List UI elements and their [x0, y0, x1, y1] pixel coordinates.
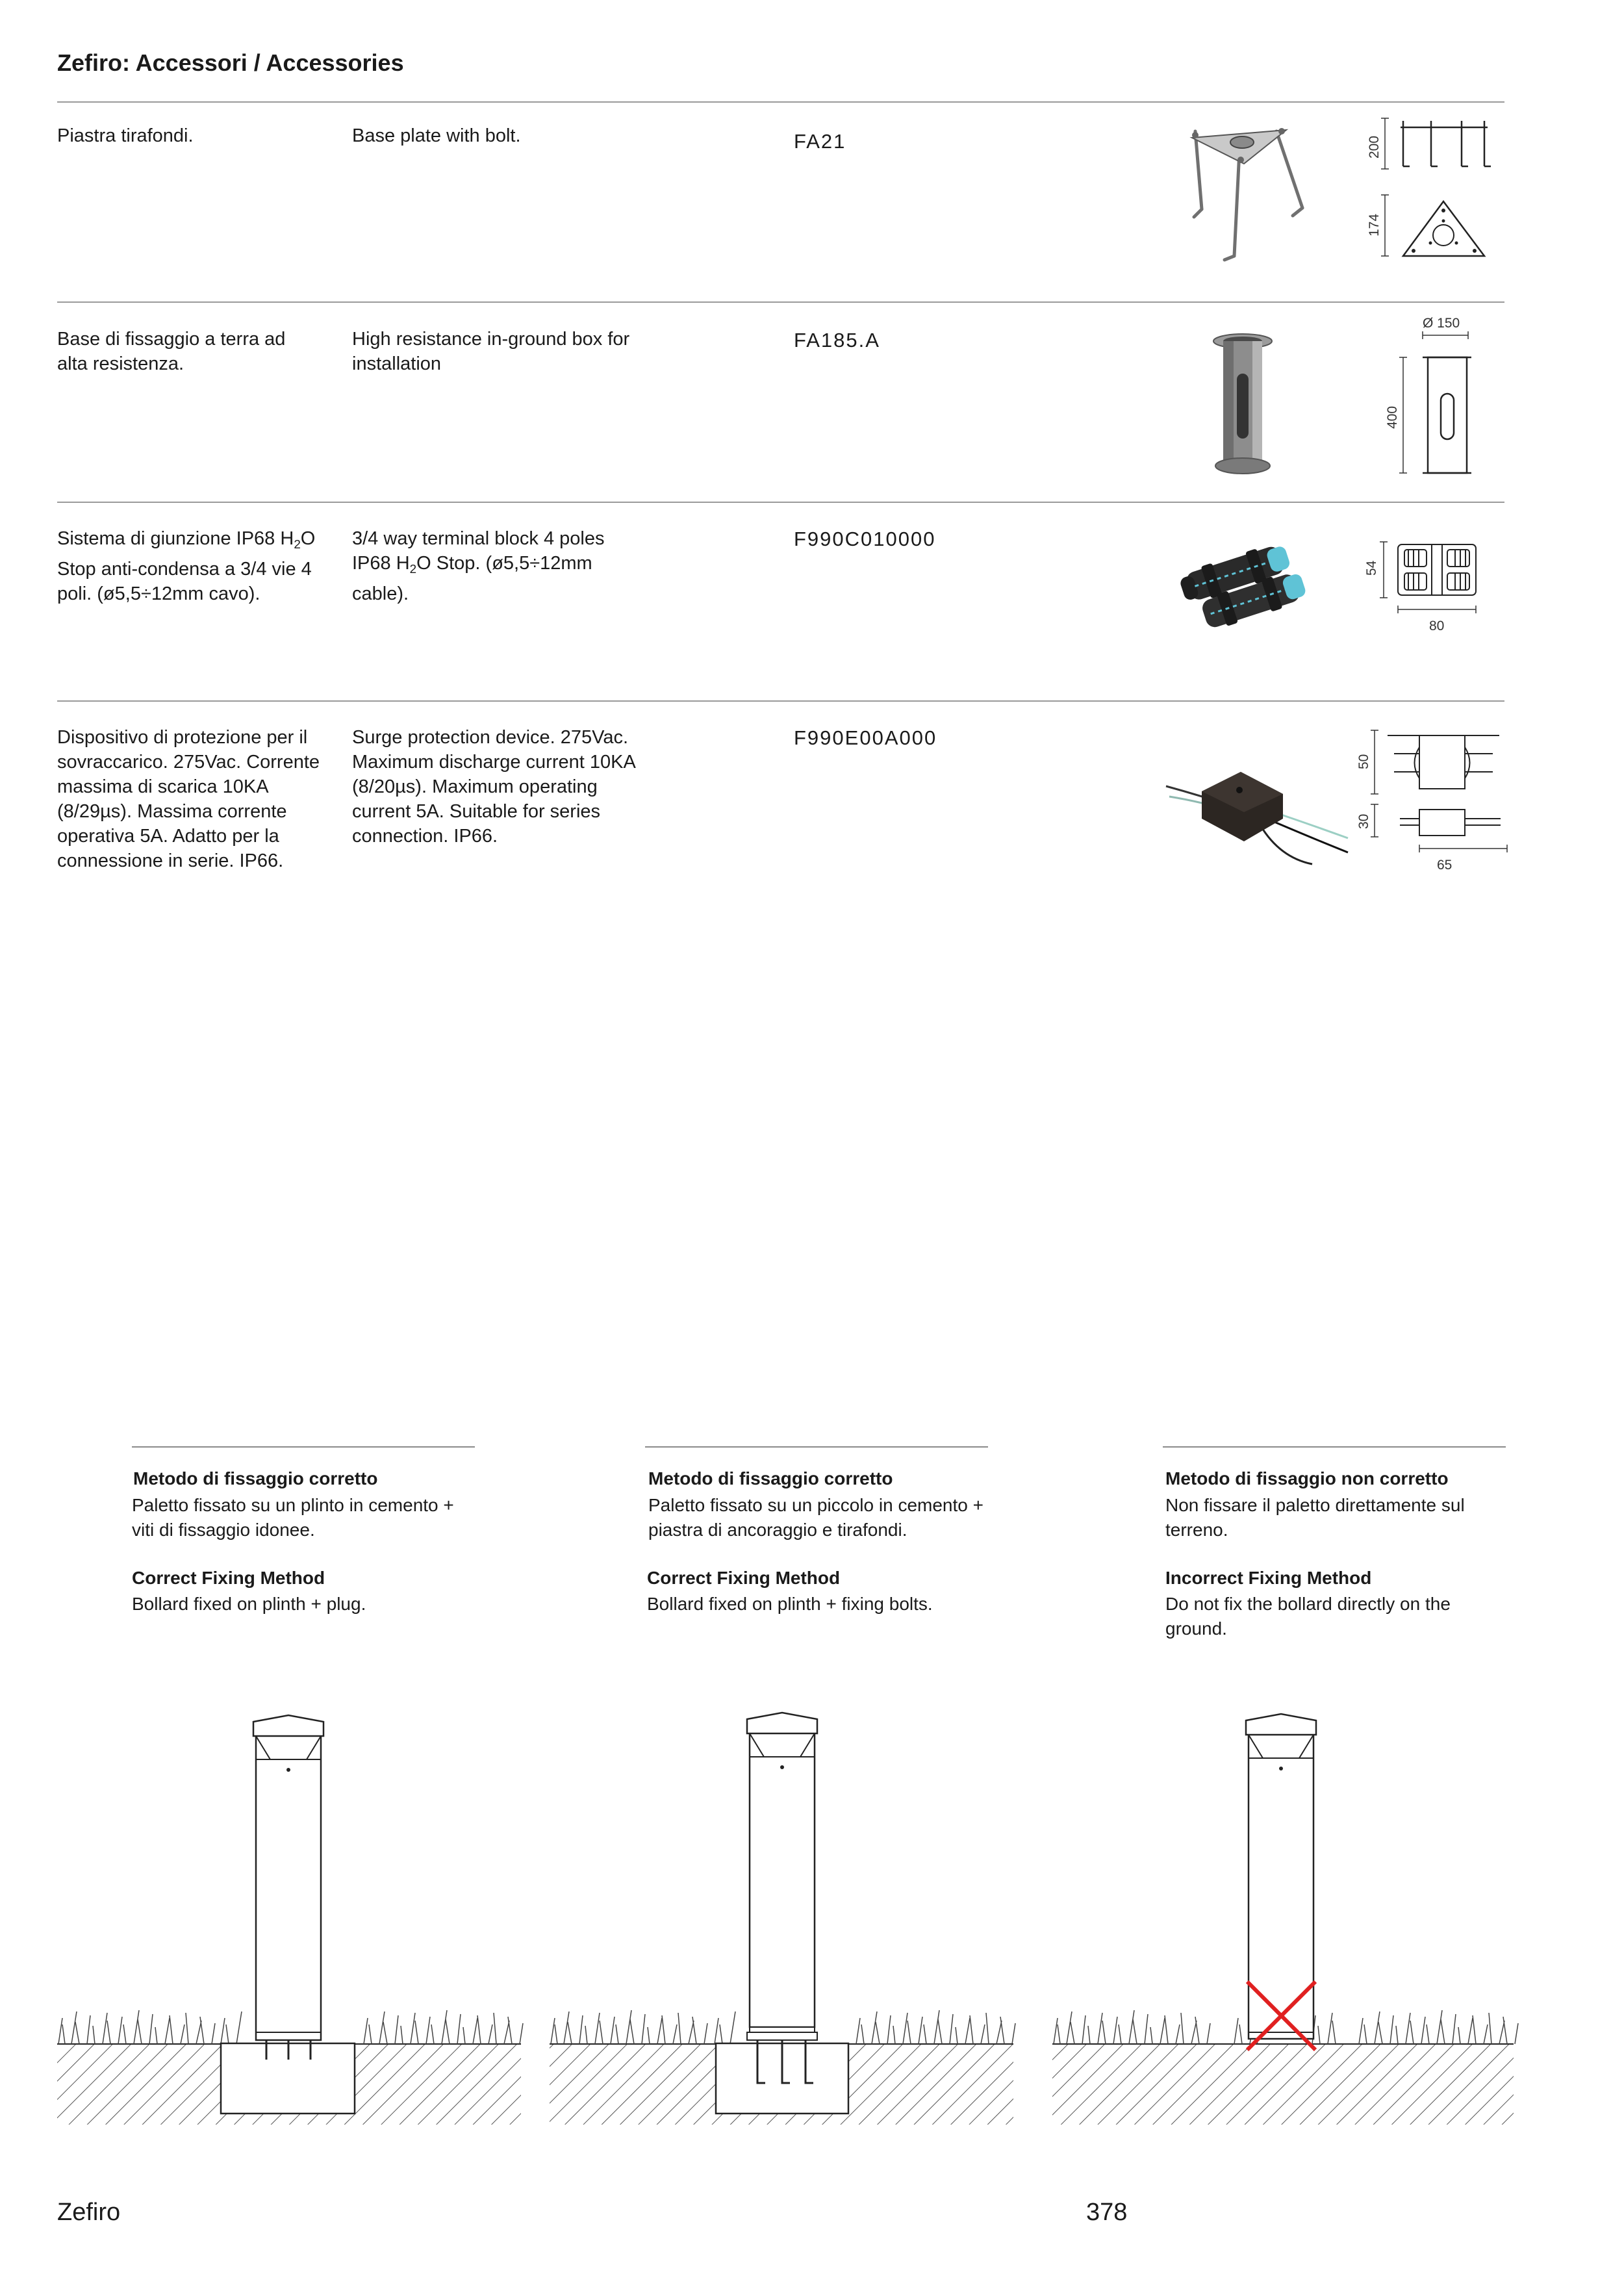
item-1-description-it: Piastra tirafondi. [57, 125, 194, 146]
base-plate-drawing [1367, 112, 1507, 268]
item-3-description-it: Sistema di giunzione IP68 $H_2O$ Stop anti-condensa a 3/4 vie 4 poli. (ø5,5÷12mm cavo). [57, 528, 316, 604]
dim-height-bottom-label: 30 [1356, 813, 1371, 829]
bollard-plinth-plug [221, 1715, 355, 2114]
method-3-text-it: Non fissare il paletto direttamente sul terreno. [1165, 1495, 1465, 1540]
dim-width-label: 80 [1429, 619, 1445, 633]
dim-height-label: 200 [1367, 135, 1382, 159]
dim-height-top-label: 50 [1356, 754, 1371, 769]
method-1-heading-it: Metodo di fissaggio corretto [133, 1468, 378, 1488]
page-number: 378 [1086, 2199, 1128, 2226]
terminal-block-photo [1169, 531, 1312, 629]
row-divider-1 [57, 301, 1504, 303]
item-3-description-en: 3/4 way terminal block 4 poles IP68 $H_2O$ Stop. (ø5,5÷12mm cable). [352, 528, 605, 604]
dim-width-label: 174 [1367, 213, 1382, 236]
ground-box-photo [1207, 328, 1278, 484]
method-2-text-en: Bollard fixed on plinth + fixing bolts. [647, 1594, 933, 1614]
method-1-divider [132, 1446, 475, 1448]
item-4-code: F990E00A000 [794, 726, 937, 749]
header-divider [57, 101, 1504, 103]
method-1-text-it: Paletto fissato su un plinto in cemento + viti di fissaggio idonee. [132, 1495, 454, 1540]
surge-device-drawing [1345, 721, 1514, 877]
fixing-methods-illustration [0, 1715, 1624, 2144]
method-3-text-en: Do not fix the bollard directly on the ground. [1165, 1594, 1451, 1639]
footer-product-name: Zefiro [57, 2199, 121, 2226]
item-2-description-it: Base di fissaggio a terra ad alta resistenza. [57, 329, 286, 374]
method-1-heading-en: Correct Fixing Method [132, 1568, 325, 1588]
method-2-divider [645, 1446, 988, 1448]
dim-diameter-label: Ø 150 [1423, 316, 1460, 331]
bollard-plinth-bolts [716, 1713, 848, 2114]
item-1-description-en: Base plate with bolt. [352, 125, 521, 146]
method-2-text-it: Paletto fissato su un piccolo in cemento + piastra di ancoraggio e tirafondi. [648, 1495, 983, 1540]
row-divider-3 [57, 700, 1504, 702]
dim-height-label: 400 [1385, 405, 1400, 429]
ground-box-drawing [1371, 311, 1507, 486]
dim-width-label: 65 [1437, 858, 1453, 873]
item-2-description-en: High resistance in-ground box for installation [352, 329, 630, 374]
terminal-block-drawing [1351, 533, 1501, 637]
item-4-description-it: Dispositivo di protezione per il sovraccarico. 275Vac. Corrente massima di scarica 10KA (8/29µs). Massima corrente operativa 5A. Adatto per la connessione in serie. IP66. [57, 727, 320, 871]
method-1-text-en: Bollard fixed on plinth + plug. [132, 1594, 366, 1614]
method-3-heading-en: Incorrect Fixing Method [1165, 1568, 1372, 1588]
method-3-divider [1163, 1446, 1506, 1448]
item-1-code: FA21 [794, 130, 846, 153]
method-3-heading-it: Metodo di fissaggio non corretto [1165, 1468, 1449, 1488]
item-3-code: F990C010000 [794, 528, 936, 550]
item-2-code: FA185.A [794, 329, 880, 351]
dim-height-label: 54 [1364, 560, 1379, 576]
surge-device-photo [1163, 734, 1351, 864]
ground-3 [1052, 2044, 1514, 2125]
method-2-heading-en: Correct Fixing Method [647, 1568, 841, 1588]
page-title: Zefiro: Accessori / Accessories [57, 49, 404, 76]
row-divider-2 [57, 502, 1504, 503]
item-4-description-en: Surge protection device. 275Vac. Maximum discharge current 10KA (8/20µs). Maximum operating current 5A. Suitable for series connection. IP66. [352, 727, 635, 847]
method-2-heading-it: Metodo di fissaggio corretto [648, 1468, 893, 1488]
base-plate-photo [1182, 112, 1319, 268]
